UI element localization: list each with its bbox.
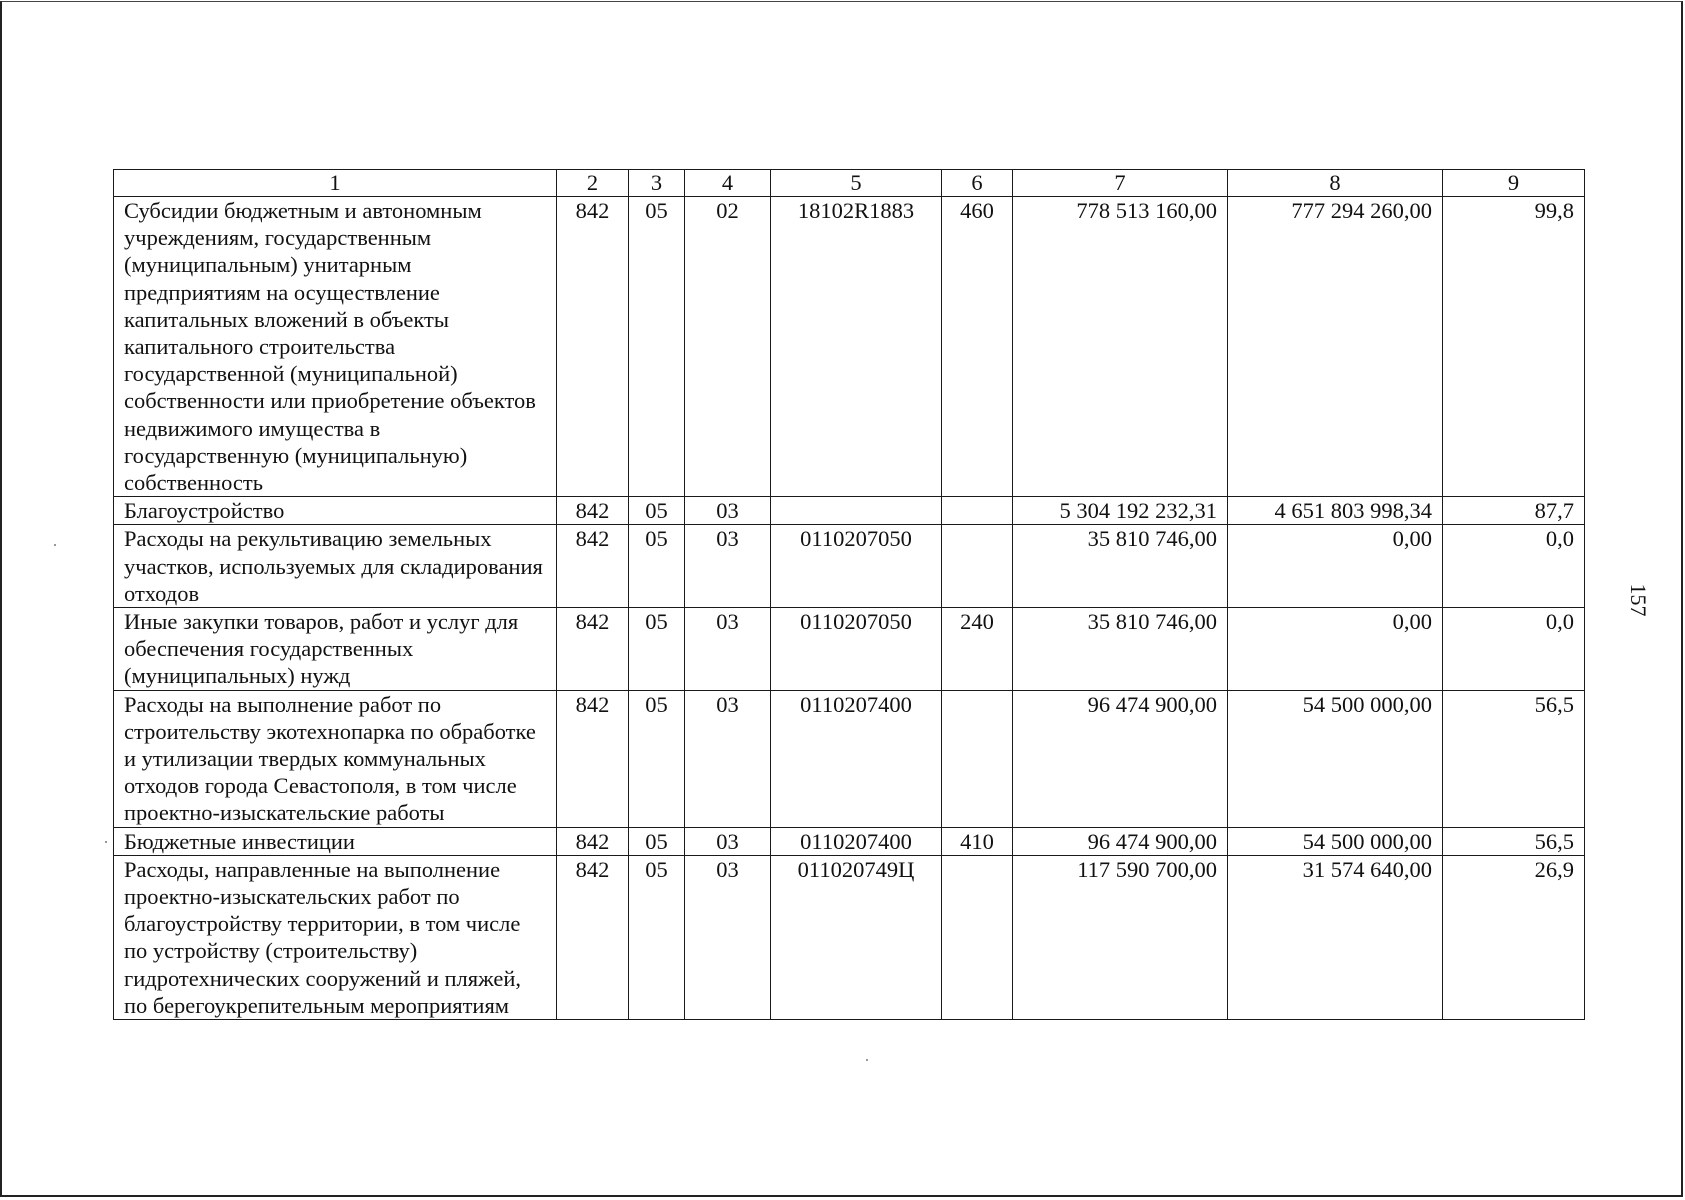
row-percent: 99,8 <box>1443 197 1585 497</box>
row-ministry-code: 842 <box>557 855 629 1019</box>
row-executed-amount: 0,00 <box>1228 525 1443 608</box>
row-percent: 56,5 <box>1443 690 1585 827</box>
row-ministry-code: 842 <box>557 690 629 827</box>
row-percent: 0,0 <box>1443 608 1585 691</box>
row-target-article: 18102R1883 <box>771 197 942 497</box>
row-planned-amount: 96 474 900,00 <box>1013 690 1228 827</box>
row-target-article: 0110207050 <box>771 525 942 608</box>
row-target-article: 011020749Ц <box>771 855 942 1019</box>
row-subsection-code: 03 <box>685 497 771 525</box>
row-target-article: 0110207400 <box>771 827 942 855</box>
header-row <box>114 170 1585 197</box>
row-executed-amount: 0,00 <box>1228 608 1443 691</box>
row-planned-amount: 778 513 160,00 <box>1013 197 1228 497</box>
row-executed-amount: 54 500 000,00 <box>1228 690 1443 827</box>
row-name: Иные закупки товаров, работ и услуг для обеспечения государственных (муниципальных) нужд <box>114 608 557 691</box>
row-section-code: 05 <box>629 608 685 691</box>
row-subsection-code: 03 <box>685 827 771 855</box>
row-ministry-code: 842 <box>557 497 629 525</box>
row-executed-amount: 31 574 640,00 <box>1228 855 1443 1019</box>
scan-speck <box>866 1059 868 1061</box>
row-target-article: 0110207400 <box>771 690 942 827</box>
row-target-article <box>771 497 942 525</box>
row-name: Расходы на выполнение работ по строительству экотехнопарка по обработке и утилизации твердых коммунальных отходов города Севастополя, в том числе проектно-изыскательские работы <box>114 690 557 827</box>
row-expense-type: 240 <box>942 608 1013 691</box>
column-header: 2 <box>557 170 629 197</box>
row-subsection-code: 03 <box>685 608 771 691</box>
row-ministry-code: 842 <box>557 827 629 855</box>
row-ministry-code: 842 <box>557 608 629 691</box>
row-planned-amount: 96 474 900,00 <box>1013 827 1228 855</box>
row-percent: 87,7 <box>1443 497 1585 525</box>
row-subsection-code: 02 <box>685 197 771 497</box>
column-header: 5 <box>771 170 942 197</box>
row-executed-amount: 777 294 260,00 <box>1228 197 1443 497</box>
row-section-code: 05 <box>629 197 685 497</box>
row-planned-amount: 35 810 746,00 <box>1013 608 1228 691</box>
row-ministry-code: 842 <box>557 525 629 608</box>
row-target-article: 0110207050 <box>771 608 942 691</box>
row-percent: 26,9 <box>1443 855 1585 1019</box>
table-row <box>114 197 1585 497</box>
row-subsection-code: 03 <box>685 855 771 1019</box>
row-name: Бюджетные инвестиции <box>114 827 557 855</box>
table-row <box>114 525 1585 608</box>
row-executed-amount: 54 500 000,00 <box>1228 827 1443 855</box>
column-header: 6 <box>942 170 1013 197</box>
row-expense-type <box>942 497 1013 525</box>
budget-table <box>113 169 1585 1020</box>
scan-speck <box>54 544 56 546</box>
row-percent: 56,5 <box>1443 827 1585 855</box>
page-number: 157 <box>1626 583 1651 617</box>
row-planned-amount: 117 590 700,00 <box>1013 855 1228 1019</box>
column-header: 1 <box>114 170 557 197</box>
row-executed-amount: 4 651 803 998,34 <box>1228 497 1443 525</box>
row-name: Расходы на рекультивацию земельных участков, используемых для складирования отходов <box>114 525 557 608</box>
row-expense-type: 460 <box>942 197 1013 497</box>
row-name: Благоустройство <box>114 497 557 525</box>
column-header: 4 <box>685 170 771 197</box>
table-row <box>114 855 1585 1019</box>
row-section-code: 05 <box>629 827 685 855</box>
column-header: 7 <box>1013 170 1228 197</box>
row-subsection-code: 03 <box>685 690 771 827</box>
column-header: 9 <box>1443 170 1585 197</box>
scan-speck <box>105 841 107 843</box>
row-expense-type: 410 <box>942 827 1013 855</box>
row-subsection-code: 03 <box>685 525 771 608</box>
row-ministry-code: 842 <box>557 197 629 497</box>
row-section-code: 05 <box>629 855 685 1019</box>
table-row <box>114 608 1585 691</box>
row-section-code: 05 <box>629 525 685 608</box>
column-header: 8 <box>1228 170 1443 197</box>
row-name: Расходы, направленные на выполнение проектно-изыскательских работ по благоустройству территории, в том числе по устройству (строительству) гидротехнических сооружений и пляжей, по берегоукрепительным мероприятиям <box>114 855 557 1019</box>
row-name: Субсидии бюджетным и автономным учреждениям, государственным (муниципальным) унитарным предприятиям на осуществление капитальных вложений в объекты капитального строительства государственной (муниципальной) собственности или приобретение объектов недвижимого имущества в государственную (муниципальную) собственность <box>114 197 557 497</box>
row-percent: 0,0 <box>1443 525 1585 608</box>
row-expense-type <box>942 690 1013 827</box>
table-row <box>114 690 1585 827</box>
row-expense-type <box>942 525 1013 608</box>
row-planned-amount: 35 810 746,00 <box>1013 525 1228 608</box>
row-section-code: 05 <box>629 497 685 525</box>
row-expense-type <box>942 855 1013 1019</box>
table-row <box>114 497 1585 525</box>
table-row <box>114 827 1585 855</box>
row-section-code: 05 <box>629 690 685 827</box>
column-header: 3 <box>629 170 685 197</box>
row-planned-amount: 5 304 192 232,31 <box>1013 497 1228 525</box>
